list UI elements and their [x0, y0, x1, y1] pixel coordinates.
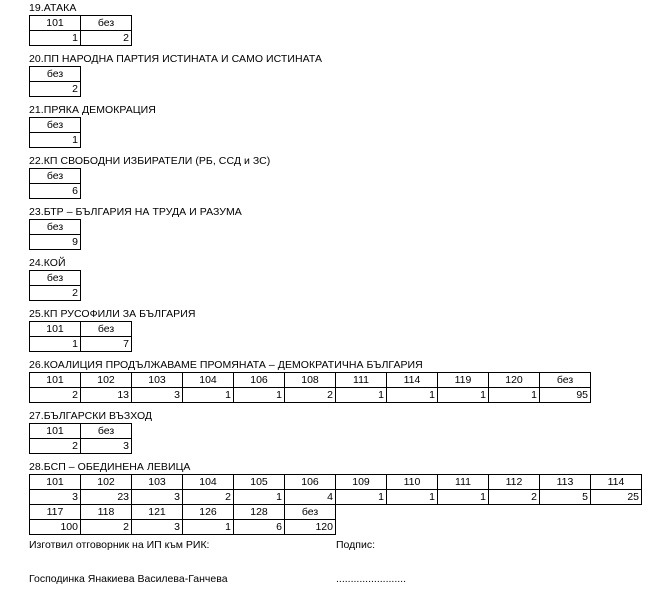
- vote-count-cell: 1: [336, 388, 387, 403]
- section-number-cell: 103: [132, 475, 183, 490]
- votes-table: [29, 423, 132, 454]
- section-number-cell: 101: [30, 424, 81, 439]
- section-number-cell: 121: [132, 505, 183, 520]
- section-number-cell: 108: [285, 373, 336, 388]
- section-number-cell: 111: [438, 475, 489, 490]
- empty-cell: [336, 505, 387, 520]
- party-section: [29, 410, 649, 461]
- party-title: 24.КОЙ: [29, 257, 66, 269]
- signature-line: ........................: [336, 573, 407, 585]
- section-number-cell: 104: [183, 475, 234, 490]
- prepared-by-label: Изготвил отговорник на ИП към РИК:: [29, 539, 210, 551]
- vote-count-cell: 2: [30, 286, 81, 301]
- vote-count-cell: 23: [81, 490, 132, 505]
- votes-table: [29, 270, 81, 301]
- signature-label: Подпис:: [336, 539, 376, 551]
- section-number-row: [30, 220, 81, 235]
- section-number-row: [30, 373, 591, 388]
- section-number-cell: без: [30, 271, 81, 286]
- section-number-row: [30, 505, 642, 520]
- vote-count-cell: 7: [81, 337, 132, 352]
- section-number-cell: без: [30, 118, 81, 133]
- party-section: [29, 359, 649, 410]
- section-gap: [29, 301, 649, 308]
- votes-table: [29, 474, 642, 535]
- party-title: 22.КП СВОБОДНИ ИЗБИРАТЕЛИ (РБ, ССД и ЗС): [29, 155, 271, 167]
- section-number-cell: 105: [234, 475, 285, 490]
- section-number-cell: без: [540, 373, 591, 388]
- section-number-cell: без: [30, 67, 81, 82]
- empty-cell: [387, 505, 438, 520]
- empty-cell: [489, 505, 540, 520]
- section-number-row: [30, 118, 81, 133]
- section-number-row: [30, 169, 81, 184]
- section-number-row: [30, 424, 132, 439]
- votes-table: [29, 219, 81, 250]
- vote-count-cell: 1: [336, 490, 387, 505]
- section-number-cell: без: [30, 169, 81, 184]
- vote-count-cell: 100: [30, 520, 81, 535]
- section-number-cell: 104: [183, 373, 234, 388]
- vote-count-cell: 25: [591, 490, 642, 505]
- empty-cell: [540, 505, 591, 520]
- party-section: [29, 104, 649, 155]
- votes-table: [29, 168, 81, 199]
- votes-count-row: [30, 31, 132, 46]
- vote-count-cell: 4: [285, 490, 336, 505]
- section-number-cell: 101: [30, 373, 81, 388]
- party-section: [29, 53, 649, 104]
- vote-count-cell: 2: [489, 490, 540, 505]
- section-number-cell: 113: [540, 475, 591, 490]
- section-number-cell: 114: [387, 373, 438, 388]
- empty-cell: [438, 505, 489, 520]
- section-number-row: [30, 16, 132, 31]
- party-title: 27.БЪЛГАРСКИ ВЪЗХОД: [29, 410, 153, 422]
- section-number-row: [30, 475, 642, 490]
- section-number-cell: 102: [81, 475, 132, 490]
- votes-count-row: [30, 235, 81, 250]
- party-title: 19.АТАКА: [29, 2, 77, 14]
- section-number-row: [30, 67, 81, 82]
- votes-count-row: [30, 133, 81, 148]
- party-section: [29, 2, 649, 53]
- section-number-cell: без: [285, 505, 336, 520]
- section-number-cell: 106: [234, 373, 285, 388]
- section-number-cell: без: [30, 220, 81, 235]
- party-section: [29, 257, 649, 308]
- votes-count-row: [30, 82, 81, 97]
- votes-table: [29, 117, 81, 148]
- empty-cell: [387, 520, 438, 535]
- preparer-name: Господинка Янакиева Василева-Ганчева: [29, 573, 228, 585]
- votes-count-row: [30, 520, 642, 535]
- party-title: 21.ПРЯКА ДЕМОКРАЦИЯ: [29, 104, 156, 116]
- vote-count-cell: 6: [234, 520, 285, 535]
- vote-count-cell: 2: [183, 490, 234, 505]
- vote-count-cell: 2: [30, 388, 81, 403]
- section-number-cell: 120: [489, 373, 540, 388]
- vote-count-cell: 3: [132, 520, 183, 535]
- vote-count-cell: 1: [30, 133, 81, 148]
- vote-count-cell: 2: [30, 82, 81, 97]
- section-number-cell: 102: [81, 373, 132, 388]
- section-gap: [29, 97, 649, 104]
- vote-count-cell: 1: [387, 388, 438, 403]
- section-gap: [29, 199, 649, 206]
- section-number-cell: без: [81, 16, 132, 31]
- section-number-cell: 109: [336, 475, 387, 490]
- vote-count-cell: 1: [183, 388, 234, 403]
- votes-table: [29, 66, 81, 97]
- vote-count-cell: 1: [234, 490, 285, 505]
- empty-cell: [591, 505, 642, 520]
- section-gap: [29, 352, 649, 359]
- empty-cell: [591, 520, 642, 535]
- section-number-cell: 112: [489, 475, 540, 490]
- votes-table: [29, 15, 132, 46]
- empty-cell: [540, 520, 591, 535]
- vote-count-cell: 13: [81, 388, 132, 403]
- section-number-cell: без: [81, 424, 132, 439]
- section-number-cell: 117: [30, 505, 81, 520]
- vote-count-cell: 2: [30, 439, 81, 454]
- section-number-cell: 111: [336, 373, 387, 388]
- section-number-cell: 118: [81, 505, 132, 520]
- party-title: 20.ПП НАРОДНА ПАРТИЯ ИСТИНАТА И САМО ИСТИНАТА: [29, 53, 323, 65]
- votes-count-row: [30, 184, 81, 199]
- vote-count-cell: 9: [30, 235, 81, 250]
- vote-count-cell: 6: [30, 184, 81, 199]
- section-gap: [29, 403, 649, 410]
- section-number-cell: 126: [183, 505, 234, 520]
- section-number-cell: 101: [30, 16, 81, 31]
- votes-count-row: [30, 439, 132, 454]
- protocol-document: [29, 2, 649, 542]
- section-number-row: [30, 322, 132, 337]
- vote-count-cell: 95: [540, 388, 591, 403]
- section-number-cell: 114: [591, 475, 642, 490]
- vote-count-cell: 3: [81, 439, 132, 454]
- vote-count-cell: 1: [387, 490, 438, 505]
- vote-count-cell: 1: [30, 31, 81, 46]
- section-gap: [29, 250, 649, 257]
- vote-count-cell: 3: [132, 490, 183, 505]
- section-number-cell: 110: [387, 475, 438, 490]
- party-section: [29, 308, 649, 359]
- votes-count-row: [30, 490, 642, 505]
- section-number-cell: без: [81, 322, 132, 337]
- vote-count-cell: 1: [30, 337, 81, 352]
- vote-count-cell: 1: [438, 388, 489, 403]
- section-number-row: [30, 271, 81, 286]
- section-number-cell: 119: [438, 373, 489, 388]
- party-section: [29, 206, 649, 257]
- party-section: [29, 155, 649, 206]
- section-gap: [29, 148, 649, 155]
- votes-table: [29, 372, 591, 403]
- party-section: [29, 461, 649, 542]
- section-gap: [29, 46, 649, 53]
- footer-name-row: [29, 572, 649, 586]
- vote-count-cell: 1: [489, 388, 540, 403]
- section-number-cell: 103: [132, 373, 183, 388]
- votes-count-row: [30, 337, 132, 352]
- party-title: 25.КП РУСОФИЛИ ЗА БЪЛГАРИЯ: [29, 308, 196, 320]
- vote-count-cell: 2: [81, 520, 132, 535]
- section-gap: [29, 454, 649, 461]
- footer-labels-row: [29, 538, 649, 552]
- section-number-cell: 101: [30, 475, 81, 490]
- vote-count-cell: 120: [285, 520, 336, 535]
- vote-count-cell: 2: [285, 388, 336, 403]
- vote-count-cell: 1: [183, 520, 234, 535]
- party-title: 26.КОАЛИЦИЯ ПРОДЪЛЖАВАМЕ ПРОМЯНАТА – ДЕМОКРАТИЧНА БЪЛГАРИЯ: [29, 359, 423, 371]
- vote-count-cell: 1: [234, 388, 285, 403]
- empty-cell: [489, 520, 540, 535]
- section-number-cell: 106: [285, 475, 336, 490]
- empty-cell: [336, 520, 387, 535]
- votes-count-row: [30, 286, 81, 301]
- vote-count-cell: 3: [132, 388, 183, 403]
- vote-count-cell: 5: [540, 490, 591, 505]
- section-number-cell: 128: [234, 505, 285, 520]
- party-title: 23.БТР – БЪЛГАРИЯ НА ТРУДА И РАЗУМА: [29, 206, 242, 218]
- vote-count-cell: 3: [30, 490, 81, 505]
- vote-count-cell: 1: [438, 490, 489, 505]
- party-title: 28.БСП – ОБЕДИНЕНА ЛЕВИЦА: [29, 461, 191, 473]
- votes-count-row: [30, 388, 591, 403]
- empty-cell: [438, 520, 489, 535]
- vote-count-cell: 2: [81, 31, 132, 46]
- votes-table: [29, 321, 132, 352]
- section-number-cell: 101: [30, 322, 81, 337]
